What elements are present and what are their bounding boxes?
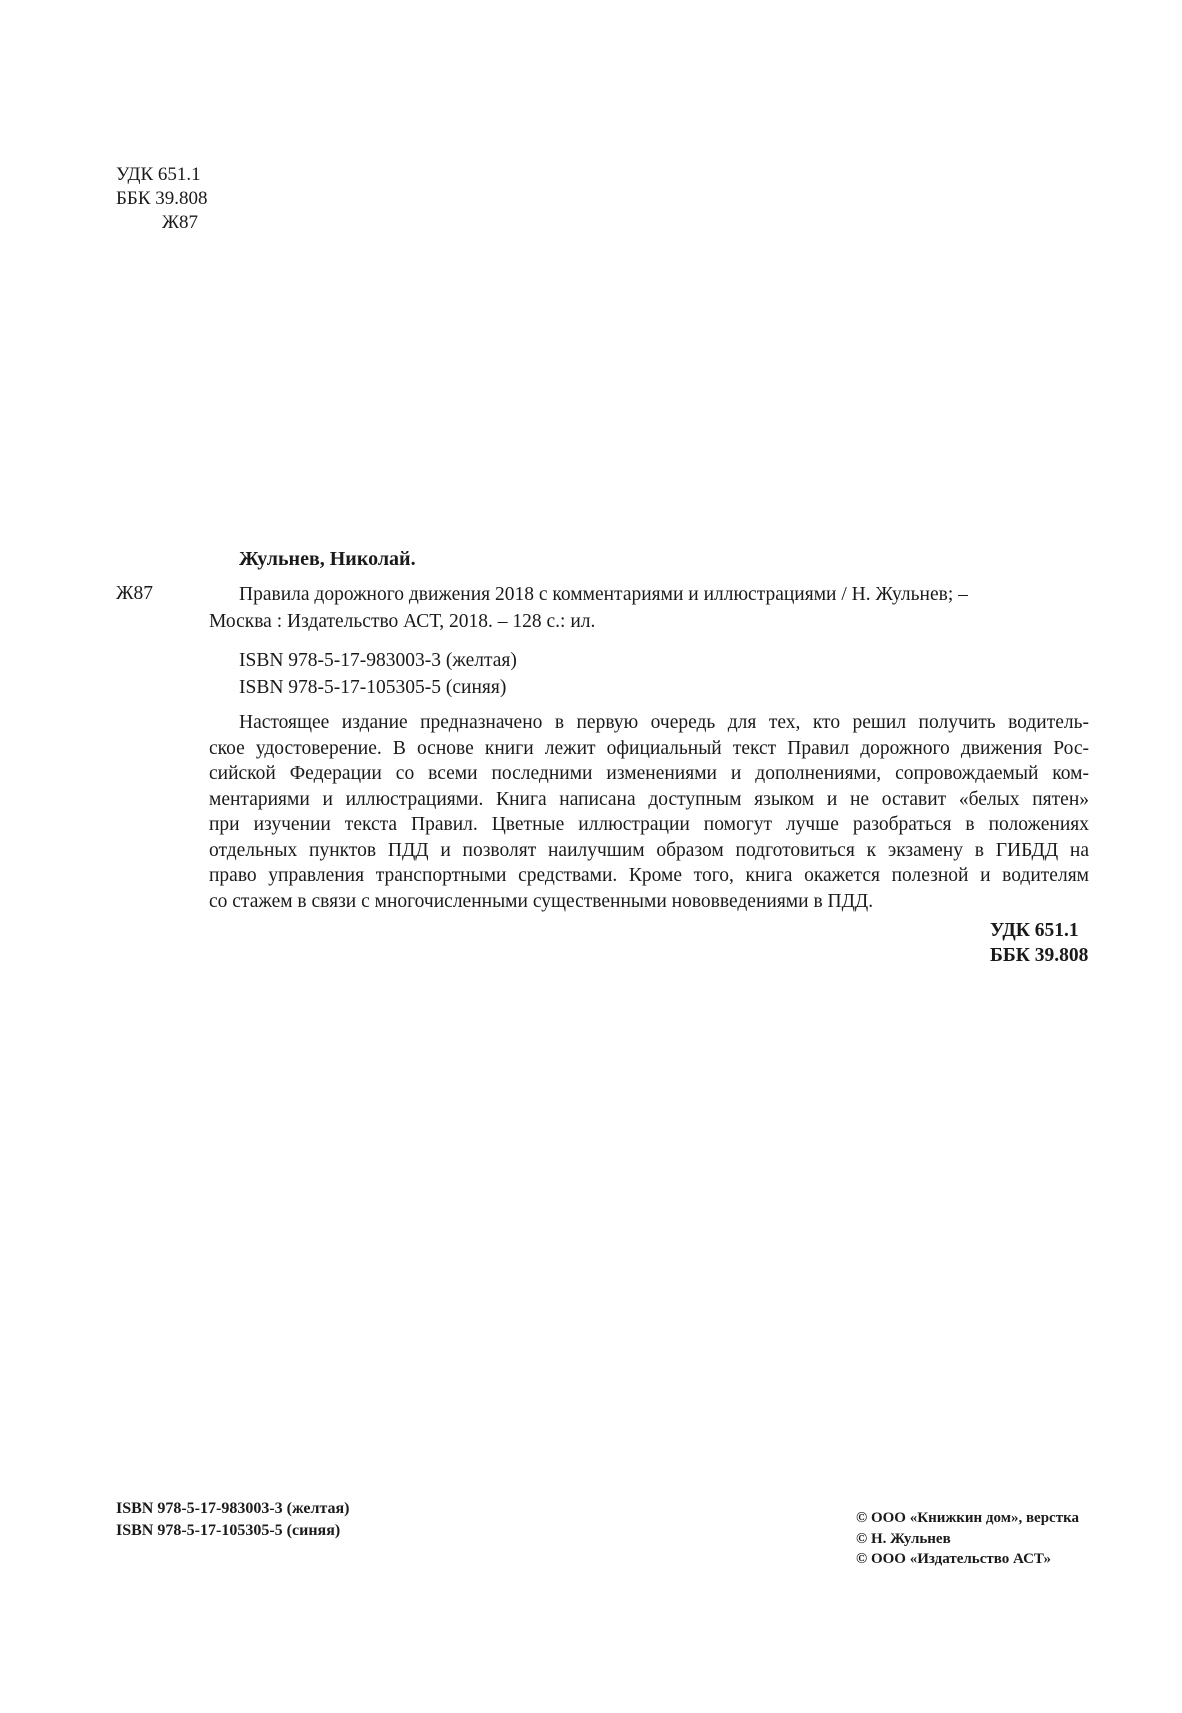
annotation [209,710,1089,914]
udk-code: УДК 651.1 [116,164,201,185]
title-entry [209,581,1109,635]
classification-block [116,163,208,235]
annotation-line: ментариями и иллюстрациями. Книга написана доступным языком и не оставит «белых пятен» [209,788,1089,810]
annotation-line: ское удостоверение. В основе книги лежит официальный текст Правил дорожного движения Рос- [209,737,1089,759]
isbn-blue: ISBN 978-5-17-105305-5 (синяя) [239,677,507,698]
bottom-isbn-list [116,1498,350,1542]
isbn-yellow: ISBN 978-5-17-983003-3 (желтая) [239,650,517,671]
annotation-line: Настоящее издание предназначено в первую очередь для тех, кто решил получить водитель- [239,712,1089,733]
copyright-block [856,1508,1079,1570]
udk-bold: УДК 651.1 [990,920,1079,941]
bbk-bold: ББК 39.808 [990,945,1089,966]
annotation-line: право управления транспортными средствами. Кроме того, книга окажется полезной и водителям [209,865,1089,886]
annotation-line: отдельных пунктов ПДД и позволят наилучшим образом подготовиться к экзамену в ГИБДД на [209,839,1089,861]
bottom-isbn-blue: ISBN 978-5-17-105305-5 (синяя) [116,1522,341,1539]
copyright-author: © Н. Жульнев [856,1530,951,1547]
bottom-isbn-yellow: ISBN 978-5-17-983003-3 (желтая) [116,1500,350,1517]
copyright-publisher: © ООО «Издательство АСТ» [856,1551,1052,1567]
title-line-1: Правила дорожного движения 2018 с комментариями и иллюстрациями / Н. Жульнев; – [239,584,968,605]
author-heading: Жульнев, Николай. [239,548,416,570]
annotation-line: при изучении текста Правил. Цветные иллюстрации помогут лучше разобраться в положениях [209,814,1089,835]
side-author-mark: Ж87 [116,583,153,604]
bbk-code: ББК 39.808 [116,188,208,209]
isbn-list [239,647,517,701]
annotation-line: со стажем в связи с многочисленными существенными нововведениями в ПДД. [209,890,874,912]
classification-bold [990,918,1088,968]
author-mark: Ж87 [162,212,199,233]
title-line-2: Москва : Издательство АСТ, 2018. – 128 с.: ил. [209,611,596,632]
copyright-layout: © ООО «Книжкин дом», верстка [856,1510,1079,1526]
annotation-line: сийской Федерации со всеми последними изменениями и дополнениями, сопровождаемый ком- [209,763,1089,784]
